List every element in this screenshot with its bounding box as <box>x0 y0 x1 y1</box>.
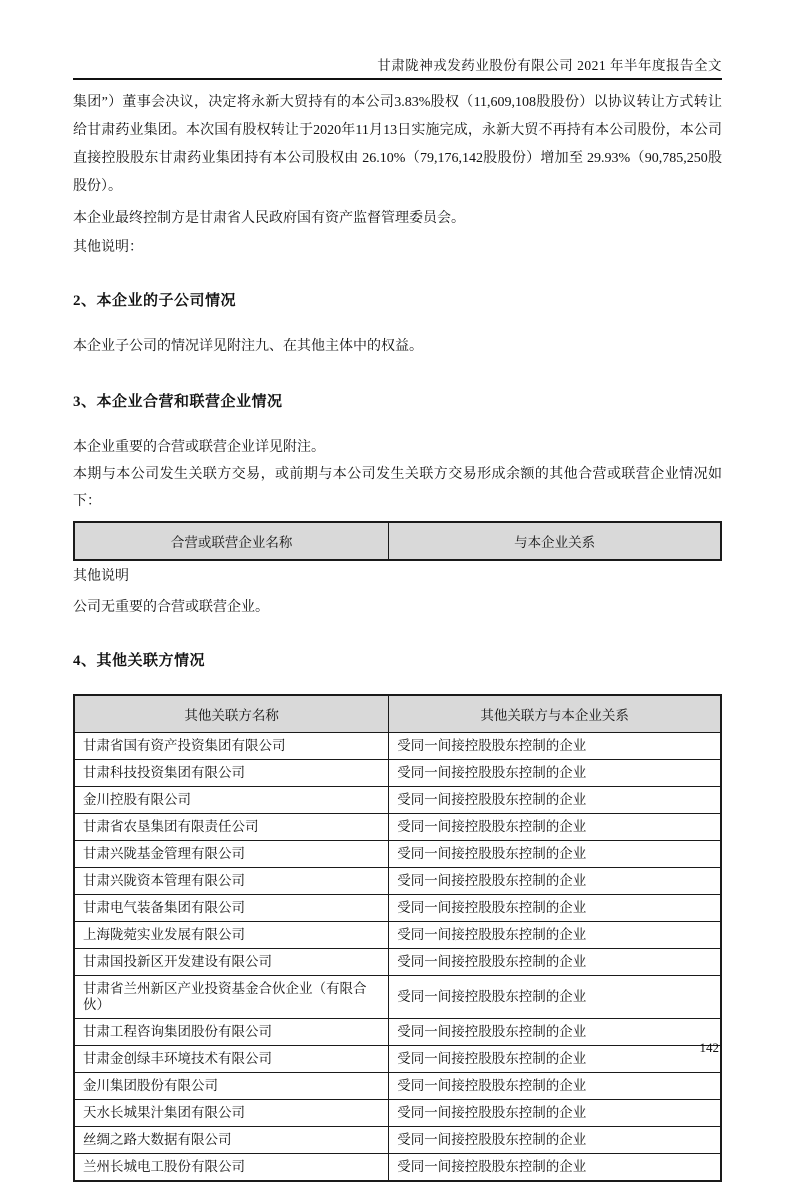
table-row <box>74 841 721 868</box>
section-3-body-2: 本期与本公司发生关联方交易，或前期与本公司发生关联方交易形成余额的其他合营或联营企业情况如下： <box>73 467 722 509</box>
cell-party-name: 天水长城果汁集团有限公司 <box>74 1100 389 1127</box>
joint-venture-table <box>73 521 722 561</box>
section-3-note-body: 公司无重要的合营或联营企业。 <box>73 600 269 615</box>
table-row <box>74 1127 721 1154</box>
joint-venture-table-header <box>74 522 721 560</box>
cell-party-name: 甘肃金创绿丰环境技术有限公司 <box>74 1046 389 1073</box>
table-row <box>74 1046 721 1073</box>
related-party-table <box>73 694 722 1182</box>
table-row <box>74 1100 721 1127</box>
other-note-label: 其他说明： <box>73 240 143 255</box>
cell-party-relation: 受同一间接控股股东控制的企业 <box>389 841 721 868</box>
report-header-title: 甘肃陇神戎发药业股份有限公司 2021 年半年度报告全文 <box>377 58 722 73</box>
table-row <box>74 760 721 787</box>
table-row <box>74 949 721 976</box>
column-header-jv-relation: 与本企业关系 <box>389 522 721 560</box>
section-4-heading: 4、其他关联方情况 <box>73 653 206 669</box>
cell-party-name: 兰州长城电工股份有限公司 <box>74 1154 389 1182</box>
section-3-heading: 3、本企业合营和联营企业情况 <box>73 394 283 410</box>
cell-party-name: 甘肃兴陇资本管理有限公司 <box>74 868 389 895</box>
cell-party-relation: 受同一间接控股股东控制的企业 <box>389 868 721 895</box>
cell-party-relation: 受同一间接控股股东控制的企业 <box>389 814 721 841</box>
column-header-jv-name: 合营或联营企业名称 <box>74 522 389 560</box>
related-party-table-header <box>74 695 721 733</box>
page-number: 142 <box>699 1040 719 1055</box>
cell-party-name: 丝绸之路大数据有限公司 <box>74 1127 389 1154</box>
cell-party-name: 甘肃省国有资产投资集团有限公司 <box>74 733 389 760</box>
cell-party-relation: 受同一间接控股股东控制的企业 <box>389 1127 721 1154</box>
paragraph-ultimate-controller: 本企业最终控制方是甘肃省人民政府国有资产监督管理委员会。 <box>73 211 465 226</box>
column-header-rp-relation: 其他关联方与本企业关系 <box>389 695 721 733</box>
cell-party-name: 金川控股有限公司 <box>74 787 389 814</box>
table-header-row <box>74 522 721 560</box>
cell-party-relation: 受同一间接控股股东控制的企业 <box>389 976 721 1019</box>
section-3-body-1: 本企业重要的合营或联营企业详见附注。 <box>73 440 325 455</box>
table-row <box>74 895 721 922</box>
cell-party-relation: 受同一间接控股股东控制的企业 <box>389 787 721 814</box>
cell-party-relation: 受同一间接控股股东控制的企业 <box>389 1154 721 1182</box>
cell-party-name: 甘肃国投新区开发建设有限公司 <box>74 949 389 976</box>
cell-party-relation: 受同一间接控股股东控制的企业 <box>389 1019 721 1046</box>
table-row <box>74 922 721 949</box>
table-row <box>74 787 721 814</box>
cell-party-name: 甘肃兴陇基金管理有限公司 <box>74 841 389 868</box>
cell-party-relation: 受同一间接控股股东控制的企业 <box>389 1100 721 1127</box>
table-row <box>74 1019 721 1046</box>
cell-party-relation: 受同一间接控股股东控制的企业 <box>389 949 721 976</box>
table-row <box>74 733 721 760</box>
table-row <box>74 1073 721 1100</box>
cell-party-name: 金川集团股份有限公司 <box>74 1073 389 1100</box>
table-row <box>74 1154 721 1182</box>
cell-party-name: 甘肃工程咨询集团股份有限公司 <box>74 1019 389 1046</box>
section-2-heading: 2、本企业的子公司情况 <box>73 293 237 309</box>
cell-party-name: 上海陇菀实业发展有限公司 <box>74 922 389 949</box>
paragraph-equity-transfer: 集团”）董事会决议，决定将永新大贸持有的本公司3.83%股权（11,609,108股股份）以协议转让方式转让给甘肃药业集团。本次国有股权转让于2020年11月13日实施完成，永新大贸不再持有本公司股份，本公司直接控股股东甘肃药业集团持有本公司股权由 26.10%（79,176,142股股份）增加至 29.93%（90,785,250股股份）。 <box>73 95 722 194</box>
table-header-row <box>74 695 721 733</box>
table-row <box>74 814 721 841</box>
section-3-note-label: 其他说明 <box>73 569 129 584</box>
section-2-body: 本企业子公司的情况详见附注九、在其他主体中的权益。 <box>73 339 423 354</box>
cell-party-relation: 受同一间接控股股东控制的企业 <box>389 895 721 922</box>
cell-party-name: 甘肃科技投资集团有限公司 <box>74 760 389 787</box>
cell-party-relation: 受同一间接控股股东控制的企业 <box>389 760 721 787</box>
cell-party-relation: 受同一间接控股股东控制的企业 <box>389 1046 721 1073</box>
report-header <box>73 56 722 80</box>
table-row <box>74 976 721 1019</box>
cell-party-name: 甘肃省兰州新区产业投资基金合伙企业（有限合伙） <box>74 976 389 1019</box>
cell-party-relation: 受同一间接控股股东控制的企业 <box>389 733 721 760</box>
related-party-table-body <box>74 733 721 1182</box>
cell-party-relation: 受同一间接控股股东控制的企业 <box>389 922 721 949</box>
cell-party-relation: 受同一间接控股股东控制的企业 <box>389 1073 721 1100</box>
cell-party-name: 甘肃电气装备集团有限公司 <box>74 895 389 922</box>
column-header-rp-name: 其他关联方名称 <box>74 695 389 733</box>
cell-party-name: 甘肃省农垦集团有限责任公司 <box>74 814 389 841</box>
table-row <box>74 868 721 895</box>
